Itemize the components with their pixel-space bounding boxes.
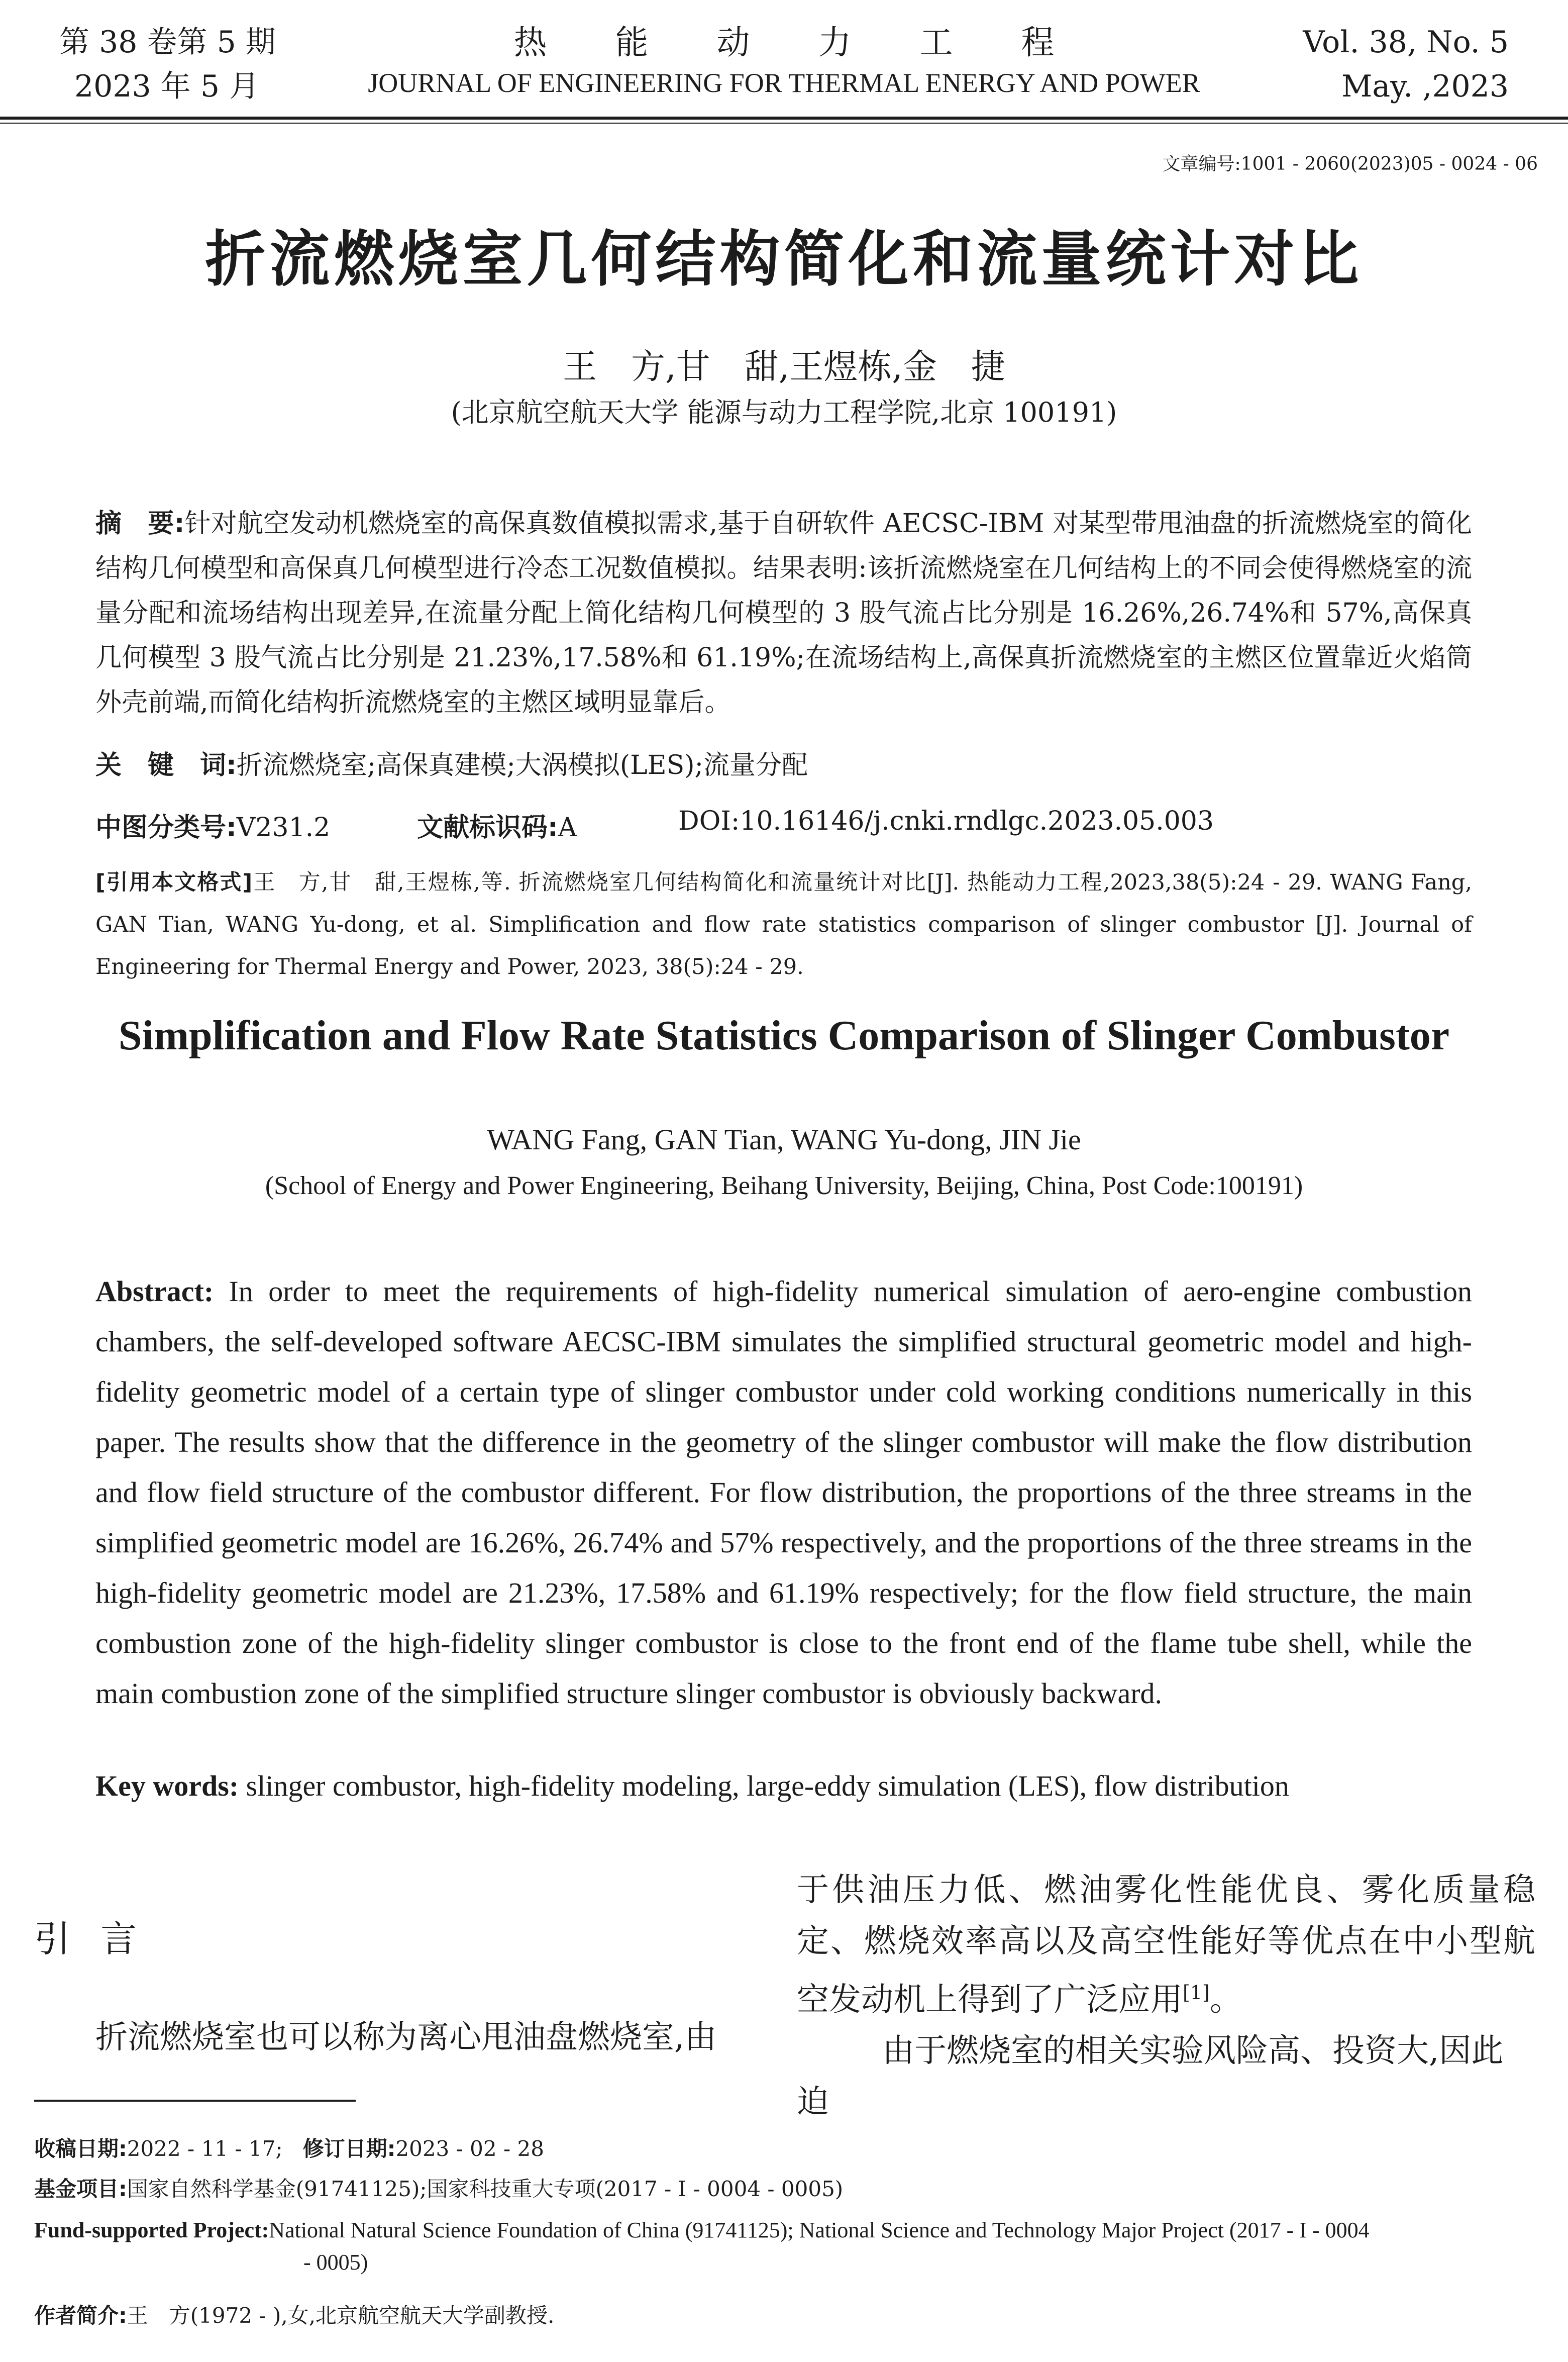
date-cn: 2023 年 5 月	[74, 69, 260, 104]
abstract-en-text: In order to meet the requirements of high-fidelity numerical simulation of aero-engine combustion chambers, the self-developed software AECSC-IBM simulates the simplified structural geometric model and high-fidelity geometric model of a certain type of slinger combustor under cold working conditions numerically in this paper. The results show that the difference in the geometry of the slinger combustor will make the flow distribution and flow field structure of the combustor different. For flow distribution, the proportions of the three streams in the simplified geometric model are 16.26%, 26.74% and 57% respectively, and the proportions of the three streams in the high-fidelity geometric model are 21.23%, 17.58% and 61.19% respectively; for the flow field structure, the main combustion zone of the high-fidelity slinger combustor is close to the front end of the flame tube shell, while the main combustion zone of the simplified structure slinger combustor is obviously backward.	[95, 1275, 1472, 1710]
header-rule-thin	[0, 123, 1568, 124]
abstract-cn-label: 摘 要:	[95, 509, 185, 539]
fund-en-text: National Natural Science Foundation of China (91741125); National Science and Technology Major Project (2017 - I - 0004	[269, 2218, 1370, 2242]
title-cn: 折流燃烧室几何结构简化和流量统计对比	[205, 225, 1363, 294]
doi: DOI:10.16146/j.cnki.rndlgc.2023.05.003	[678, 806, 1214, 836]
keywords-en-label: Key words:	[95, 1769, 239, 1802]
article-number: 文章编号:1001 - 2060(2023)05 - 0024 - 06	[1162, 154, 1538, 174]
authors-en: WANG Fang, GAN Tian, WANG Yu-dong, JIN Jie	[487, 1123, 1081, 1156]
clc-label: 中图分类号:	[95, 813, 237, 843]
footnote-fund-en	[34, 2214, 1536, 2279]
keywords-en	[95, 1769, 1472, 1803]
keywords-cn-text: 折流燃烧室;高保真建模;大涡模拟(LES);流量分配	[236, 750, 808, 780]
intro-right-end: 。	[1209, 1981, 1242, 2019]
authors-cn: 王 方,甘 甜,王煜栋,金 捷	[563, 347, 1005, 387]
footnote-fund-cn	[34, 2173, 1536, 2205]
citation-format	[95, 861, 1472, 988]
header-rule	[0, 117, 1568, 120]
received-date: 2022 - 11 - 17;	[127, 2136, 283, 2161]
classification-line	[95, 806, 1472, 844]
journal-name-en: JOURNAL OF ENGINEERING FOR THERMAL ENERGY AND POWER	[368, 68, 1200, 98]
title-en: Simplification and Flow Rate Statistics Comparison of Slinger Combustor	[118, 1012, 1450, 1059]
volume-issue-en: Vol. 38, No. 5	[1303, 25, 1509, 60]
fund-cn-label: 基金项目:	[34, 2177, 127, 2201]
author-bio: 王 方(1972 - ),女,北京航空航天大学副教授.	[127, 2303, 555, 2328]
reference-link[interactable]: [1]	[1183, 1982, 1210, 2004]
date-en: May. ,2023	[1341, 69, 1509, 104]
fund-cn-text: 国家自然科学基金(91741125);国家科技重大专项(2017 - I - 0004 - 0005)	[127, 2177, 844, 2201]
intro-right-column	[797, 1864, 1535, 2128]
footnote-dates	[34, 2133, 1536, 2165]
keywords-cn	[95, 744, 1472, 781]
citation-label: [引用本文格式]	[95, 870, 253, 895]
citation-text: 王 方,甘 甜,王煜栋,等. 折流燃烧室几何结构简化和流量统计对比[J]. 热能动力工程,2023,38(5):24 - 29. WANG Fang, GAN Tian, WANG Yu-dong, et al. Simplification and flow rate statistics comparison of slinger combustor [J]. Journal of Engineering for Thermal Energy and Power, 2023, 38(5):24 - 29.	[95, 870, 1472, 979]
affiliation-cn: (北京航空航天大学 能源与动力工程学院,北京 100191)	[451, 397, 1117, 428]
fund-en-label: Fund-supported Project:	[34, 2218, 269, 2242]
received-label: 收稿日期:	[34, 2136, 127, 2161]
fund-en-text-cont: - 0005)	[303, 2250, 368, 2275]
footnote-rule	[34, 2100, 356, 2102]
revised-label: 修订日期:	[302, 2136, 396, 2161]
journal-name-cn: 热能动力工程	[513, 23, 1123, 62]
keywords-cn-label: 关 键 词:	[95, 750, 237, 780]
keywords-en-text: slinger combustor, high-fidelity modeling, large-eddy simulation (LES), flow distribution	[246, 1769, 1289, 1802]
doc-code-label: 文献标识码:	[417, 813, 558, 843]
abstract-en-label: Abstract:	[95, 1275, 214, 1308]
intro-right-text: 于供油压力低、燃油雾化性能优良、雾化质量稳定、燃烧效率高以及高空性能好等优点在中小型航空发动机上得到了广泛应用	[797, 1872, 1535, 2019]
section-heading-intro: 引言	[34, 1918, 167, 1960]
abstract-cn	[95, 502, 1472, 725]
author-bio-label: 作者简介:	[34, 2303, 127, 2328]
issue-info-en	[1303, 20, 1509, 109]
doc-code-value: A	[558, 813, 577, 843]
revised-date: 2023 - 02 - 28	[395, 2136, 544, 2161]
abstract-cn-text: 针对航空发动机燃烧室的高保真数值模拟需求,基于自研软件 AECSC-IBM 对某型带甩油盘的折流燃烧室的简化结构几何模型和高保真几何模型进行冷态工况数值模拟。结果表明:该折流燃烧室在几何结构上的不同会使得燃烧室的流量分配和流场结构出现差异,在流量分配上简化结构几何模型的 3 股气流占比分别是 16.26%,26.74%和 57%,高保真几何模型 3 股气流占比分别是 21.23%,17.58%和 61.19%;在流场结构上,高保真折流燃烧室的主燃区位置靠近火焰筒外壳前端,而简化结构折流燃烧室的主燃区域明显靠后。	[95, 509, 1473, 718]
footnote-author	[34, 2300, 1536, 2332]
abstract-en	[95, 1266, 1472, 1719]
affiliation-en: (School of Energy and Power Engineering, Beihang University, Beijing, China, Post Code:100191)	[265, 1171, 1303, 1200]
volume-issue-cn: 第 38 卷第 5 期	[59, 25, 276, 60]
intro-right-text-2: 由于燃烧室的相关实验风险高、投资大,因此迫	[797, 2032, 1504, 2121]
clc-value: V231.2	[236, 813, 331, 843]
intro-left-column: 折流燃烧室也可以称为离心甩油盘燃烧室,由	[95, 2019, 717, 2056]
